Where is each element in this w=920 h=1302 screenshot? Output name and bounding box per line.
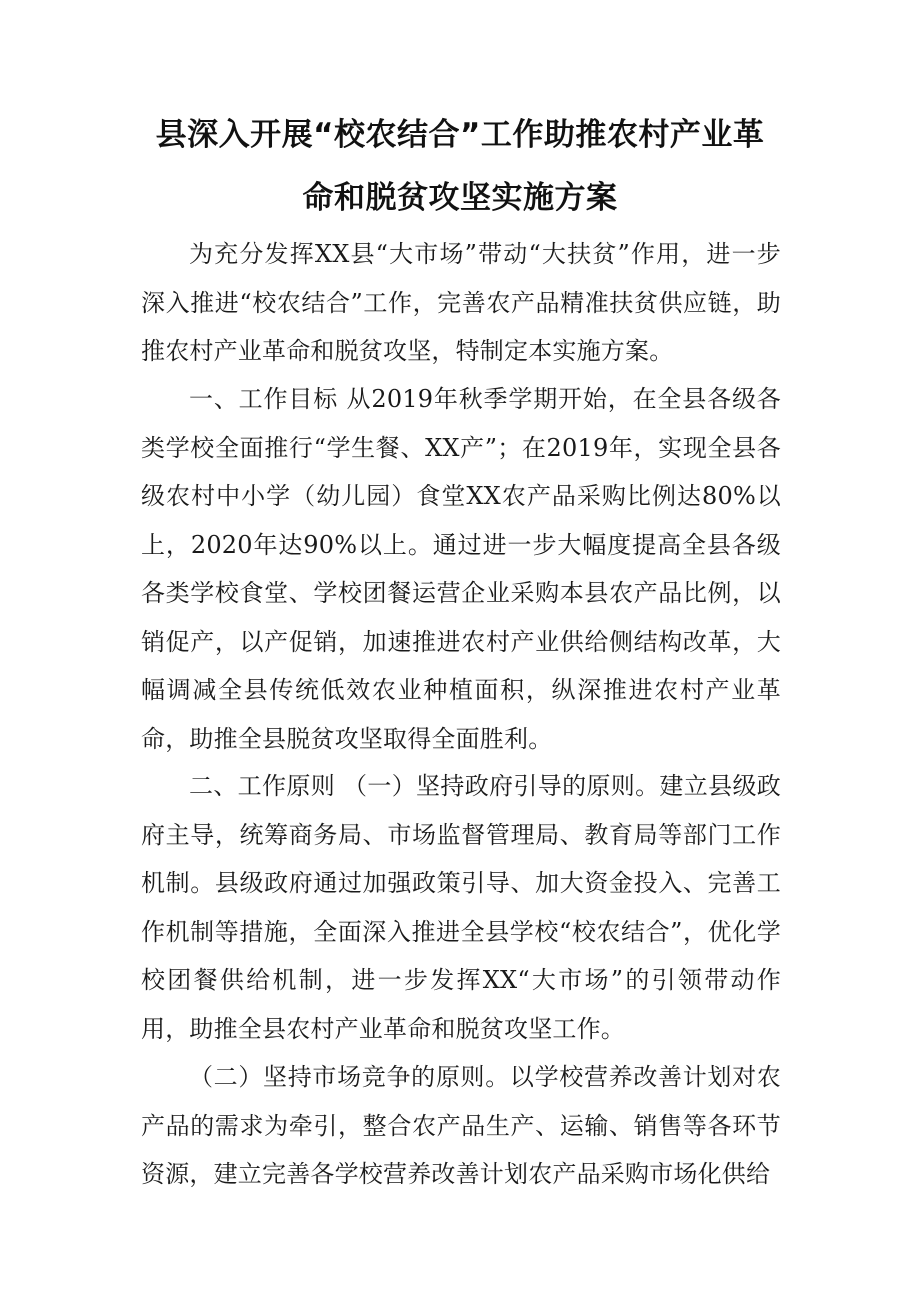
- intro-paragraph: 为充分发挥XX县“大市场”带动“大扶贫”作用，进一步深入推进“校农结合”工作，完善农产品精准扶贫供应链，助推农村产业革命和脱贫攻坚，特制定本实施方案。: [141, 240, 781, 365]
- document-title-line-1: 县深入开展“校农结合”工作助推农村产业革: [155, 117, 765, 153]
- document-title-line-2: 命和脱贫攻坚实施方案: [302, 180, 618, 216]
- work-goals-paragraph: 一、工作目标 从2019年秋季学期开始，在全县各级各类学校全面推行“学生餐、XX产”；在2019年，实现全县各级农村中小学（幼儿园）食堂XX农产品采购比例达80%以上，2020年达90%以上。通过进一步大幅度提高全县各级各类学校食堂、学校团餐运营企业采购本县农产品比例，以销促产，以产促销，加速推进农村产业供给侧结构改革，大幅调减全县传统低效农业种植面积，纵深推进农村产业革命，助推全县脱贫攻坚取得全面胜利。: [141, 385, 781, 753]
- work-principles-paragraph: 二、工作原则 （一）坚持政府引导的原则。建立县级政府主导，统筹商务局、市场监督管理局、教育局等部门工作机制。县级政府通过加强政策引导、加大资金投入、完善工作机制等措施，全面深入推进全县学校“校农结合”，优化学校团餐供给机制，进一步发挥XX“大市场”的引领带动作用，助推全县农村产业革命和脱贫攻坚工作。: [141, 772, 781, 1043]
- market-competition-paragraph: （二）坚持市场竞争的原则。以学校营养改善计划对农产品的需求为牵引，整合农产品生产、运输、销售等各环节资源，建立完善各学校营养改善计划农产品采购市场化供给: [141, 1063, 781, 1188]
